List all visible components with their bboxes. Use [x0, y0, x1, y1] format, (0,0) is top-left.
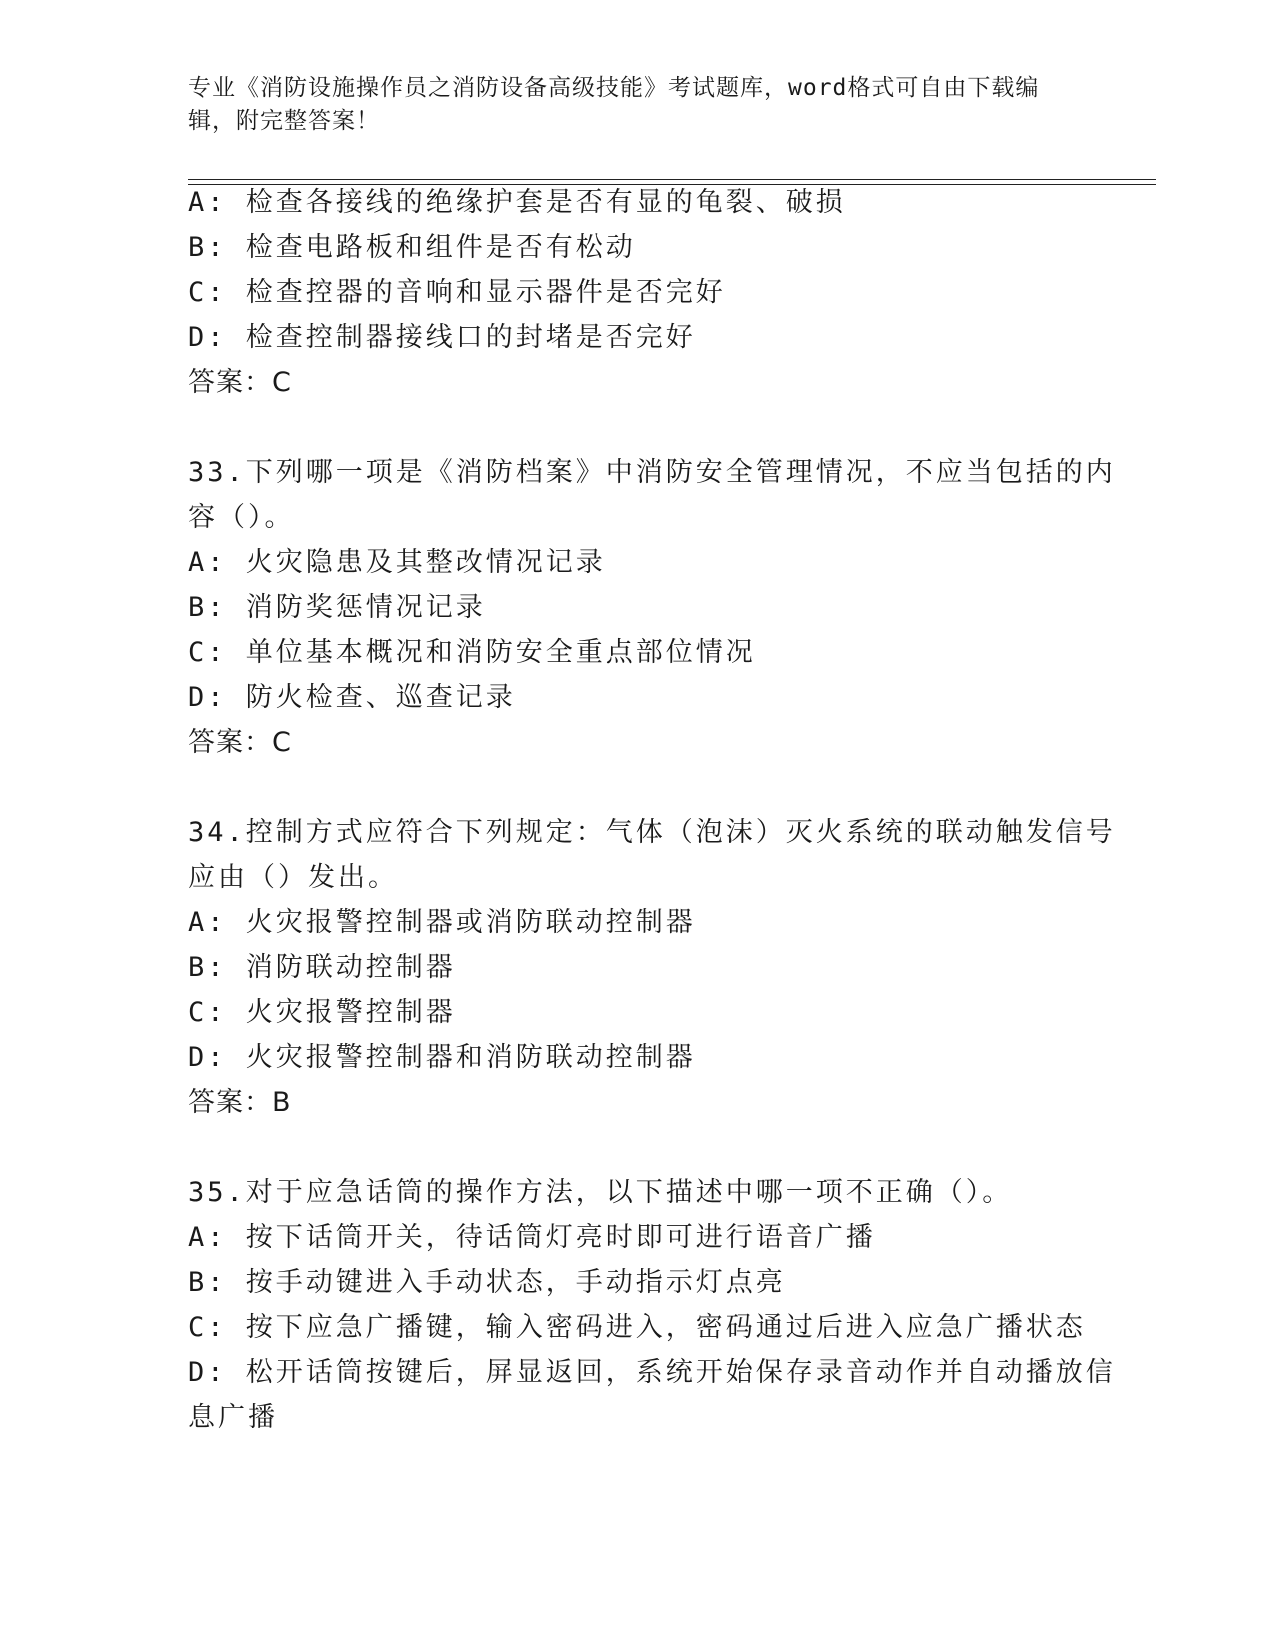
q34-stem-line-1: 34.控制方式应符合下列规定：气体（泡沫）灭火系统的联动触发信号 — [188, 817, 1116, 848]
q33-stem-line-1: 33.下列哪一项是《消防档案》中消防安全管理情况，不应当包括的内 — [188, 457, 1116, 488]
document-header — [188, 72, 1068, 138]
q32-option-d: D: 检查控制器接线口的封堵是否完好 — [188, 322, 696, 353]
q34-stem-line-2: 应由（）发出。 — [188, 862, 398, 893]
q32-option-b: B: 检查电路板和组件是否有松动 — [188, 232, 636, 263]
q35-stem-line-1: 35.对于应急话筒的操作方法，以下描述中哪一项不正确（）。 — [188, 1177, 1013, 1208]
q33-answer: 答案：C — [188, 727, 292, 758]
q32-option-c: C: 检查控器的音响和显示器件是否完好 — [188, 277, 726, 308]
q35-option-d-line-1: D: 松开话筒按键后，屏显返回，系统开始保存录音动作并自动播放信 — [188, 1357, 1116, 1388]
q33-option-d: D: 防火检查、巡查记录 — [188, 682, 516, 713]
q34-answer: 答案：B — [188, 1087, 292, 1118]
q34-option-c: C: 火灾报警控制器 — [188, 997, 456, 1028]
q35-option-a: A: 按下话筒开关，待话筒灯亮时即可进行语音广播 — [188, 1222, 876, 1253]
q34-option-b: B: 消防联动控制器 — [188, 952, 456, 983]
q33-stem-line-2: 容（）。 — [188, 502, 295, 533]
header-divider-bottom — [188, 184, 1156, 185]
q33-option-a: A: 火灾隐患及其整改情况记录 — [188, 547, 606, 578]
header-divider-top — [188, 179, 1156, 180]
q35-option-d-line-2: 息广播 — [188, 1402, 278, 1433]
q32-answer: 答案：C — [188, 367, 292, 398]
q32-option-a: A: 检查各接线的绝缘护套是否有显的龟裂、破损 — [188, 187, 846, 218]
q33-option-c: C: 单位基本概况和消防安全重点部位情况 — [188, 637, 756, 668]
header-line-1: 专业《消防设施操作员之消防设备高级技能》考试题库，word格式可自由下载编 — [188, 75, 1040, 101]
q34-option-a: A: 火灾报警控制器或消防联动控制器 — [188, 907, 696, 938]
q33-option-b: B: 消防奖惩情况记录 — [188, 592, 486, 623]
q35-option-b: B: 按手动键进入手动状态，手动指示灯点亮 — [188, 1267, 786, 1298]
q35-option-c: C: 按下应急广播键，输入密码进入，密码通过后进入应急广播状态 — [188, 1312, 1086, 1343]
header-line-2: 辑，附完整答案！ — [188, 108, 380, 134]
q34-option-d: D: 火灾报警控制器和消防联动控制器 — [188, 1042, 696, 1073]
